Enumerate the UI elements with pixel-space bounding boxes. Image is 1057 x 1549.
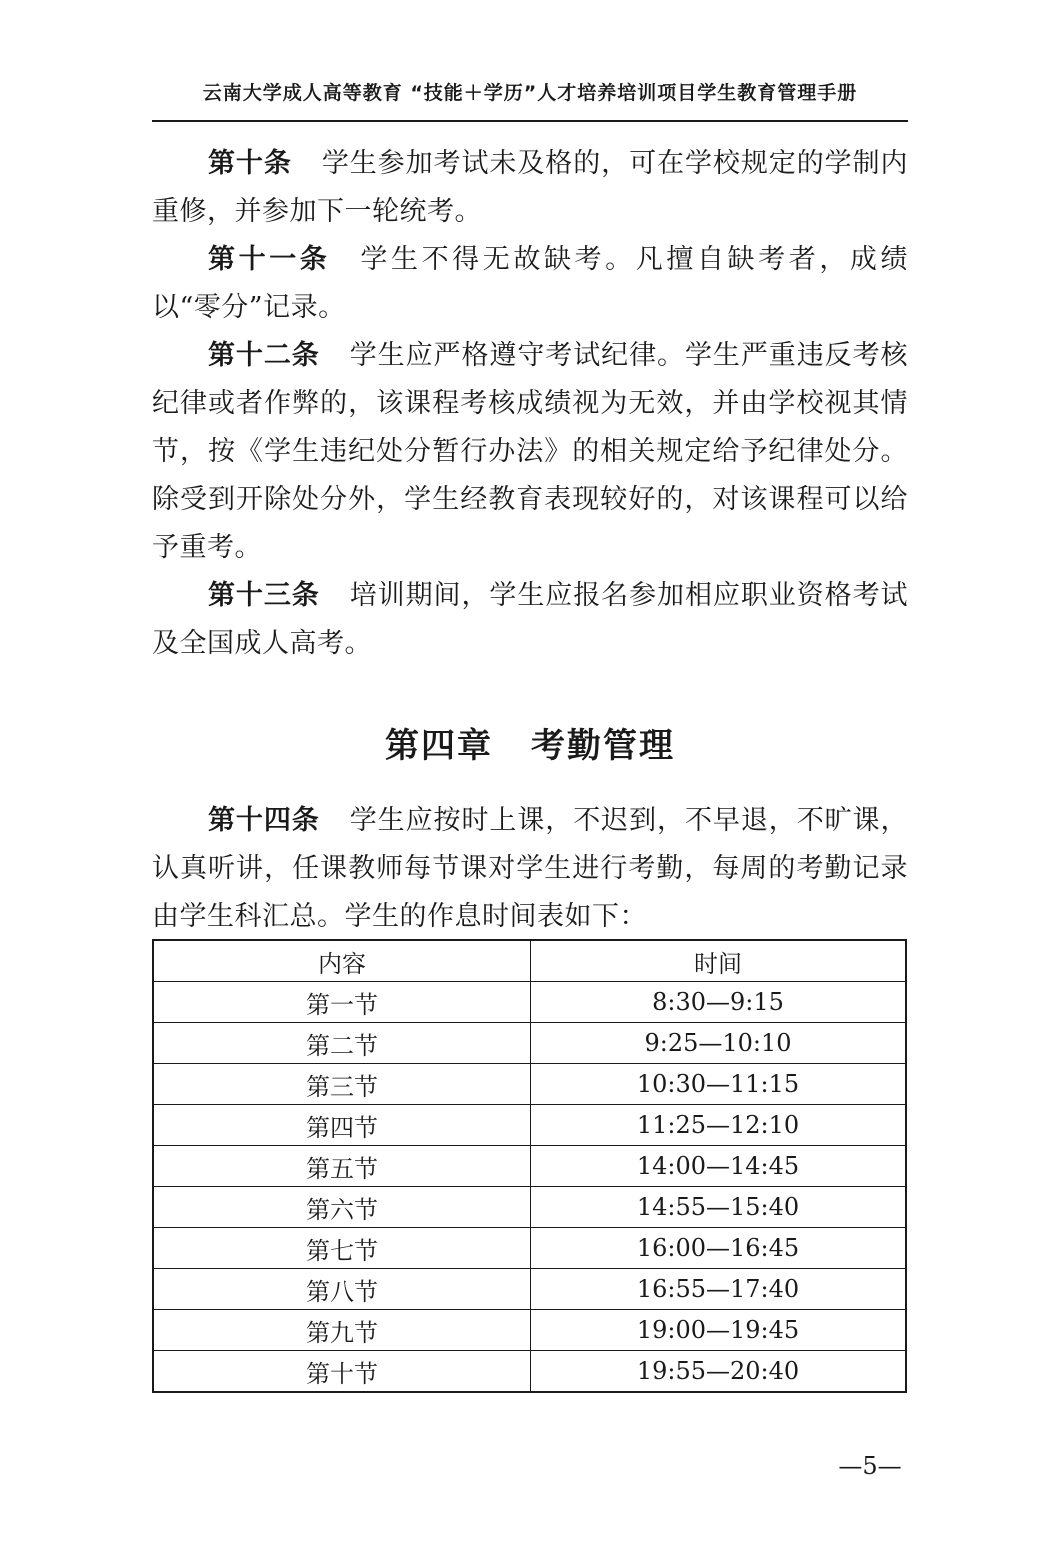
article-text: 学生应按时上课，不迟到，不早退，不旷课，认真听讲，任课教师每节课对学生进行考勤，每周的考勤记录由学生科汇总。学生的作息时间表如下： <box>152 805 909 932</box>
period-cell: 第二节 <box>153 1023 531 1064</box>
schedule-table <box>152 939 907 1393</box>
chapter-number: 第四章 <box>385 726 493 766</box>
article-label: 第十一条 <box>208 244 331 275</box>
table-row <box>153 1064 906 1105</box>
time-cell: 9:25—10:10 <box>531 1023 907 1064</box>
article-text: 学生不得无故缺考。凡擅自缺考者，成绩以“零分”记录。 <box>152 244 909 323</box>
time-cell: 14:00—14:45 <box>531 1146 907 1187</box>
table-row <box>153 1269 906 1310</box>
article-12 <box>152 332 908 572</box>
time-cell: 16:00—16:45 <box>531 1228 907 1269</box>
period-cell: 第一节 <box>153 982 531 1023</box>
page-number: —5— <box>838 1452 902 1480</box>
table-row <box>153 1310 906 1351</box>
time-cell: 10:30—11:15 <box>531 1064 907 1105</box>
running-header: 云南大学成人高等教育 “技能＋学历”人才培养培训项目学生教育管理手册 <box>202 82 858 104</box>
article-13 <box>152 572 908 668</box>
period-cell: 第三节 <box>153 1064 531 1105</box>
table-row <box>153 1187 906 1228</box>
article-10 <box>152 140 908 236</box>
article-text: 学生参加考试未及格的，可在学校规定的学制内重修，并参加下一轮统考。 <box>152 148 909 227</box>
column-header-content: 内容 <box>153 940 531 982</box>
column-header-time: 时间 <box>531 940 907 982</box>
time-cell: 11:25—12:10 <box>531 1105 907 1146</box>
table-row <box>153 1228 906 1269</box>
time-cell: 14:55—15:40 <box>531 1187 907 1228</box>
article-11 <box>152 236 908 332</box>
time-cell: 19:00—19:45 <box>531 1310 907 1351</box>
chapter-title: 考勤管理 <box>531 726 675 766</box>
article-label: 第十三条 <box>208 580 320 611</box>
period-cell: 第六节 <box>153 1187 531 1228</box>
period-cell: 第九节 <box>153 1310 531 1351</box>
article-text: 学生应严格遵守考试纪律。学生严重违反考核纪律或者作弊的，该课程考核成绩视为无效，并由学校视其情节，按《学生违纪处分暂行办法》的相关规定给予纪律处分。除受到开除处分外，学生经教育表现较好的，对该课程可以给予重考。 <box>152 340 909 563</box>
article-label: 第十二条 <box>208 340 320 371</box>
table-row <box>153 1146 906 1187</box>
article-text: 培训期间，学生应报名参加相应职业资格考试及全国成人高考。 <box>152 580 909 659</box>
period-cell: 第四节 <box>153 1105 531 1146</box>
table-header-row <box>153 940 906 982</box>
article-14-section <box>152 797 908 941</box>
article-14 <box>152 797 908 941</box>
time-cell: 19:55—20:40 <box>531 1351 907 1393</box>
article-label: 第十条 <box>208 148 292 179</box>
period-cell: 第七节 <box>153 1228 531 1269</box>
time-cell: 16:55—17:40 <box>531 1269 907 1310</box>
table-row <box>153 1105 906 1146</box>
period-cell: 第五节 <box>153 1146 531 1187</box>
table-row <box>153 1351 906 1393</box>
articles-section <box>152 140 908 668</box>
time-cell: 8:30—9:15 <box>531 982 907 1023</box>
period-cell: 第十节 <box>153 1351 531 1393</box>
table-row <box>153 982 906 1023</box>
period-cell: 第八节 <box>153 1269 531 1310</box>
article-label: 第十四条 <box>208 805 320 836</box>
table-row <box>153 1023 906 1064</box>
chapter-heading <box>152 718 908 767</box>
header-rule <box>152 120 908 122</box>
